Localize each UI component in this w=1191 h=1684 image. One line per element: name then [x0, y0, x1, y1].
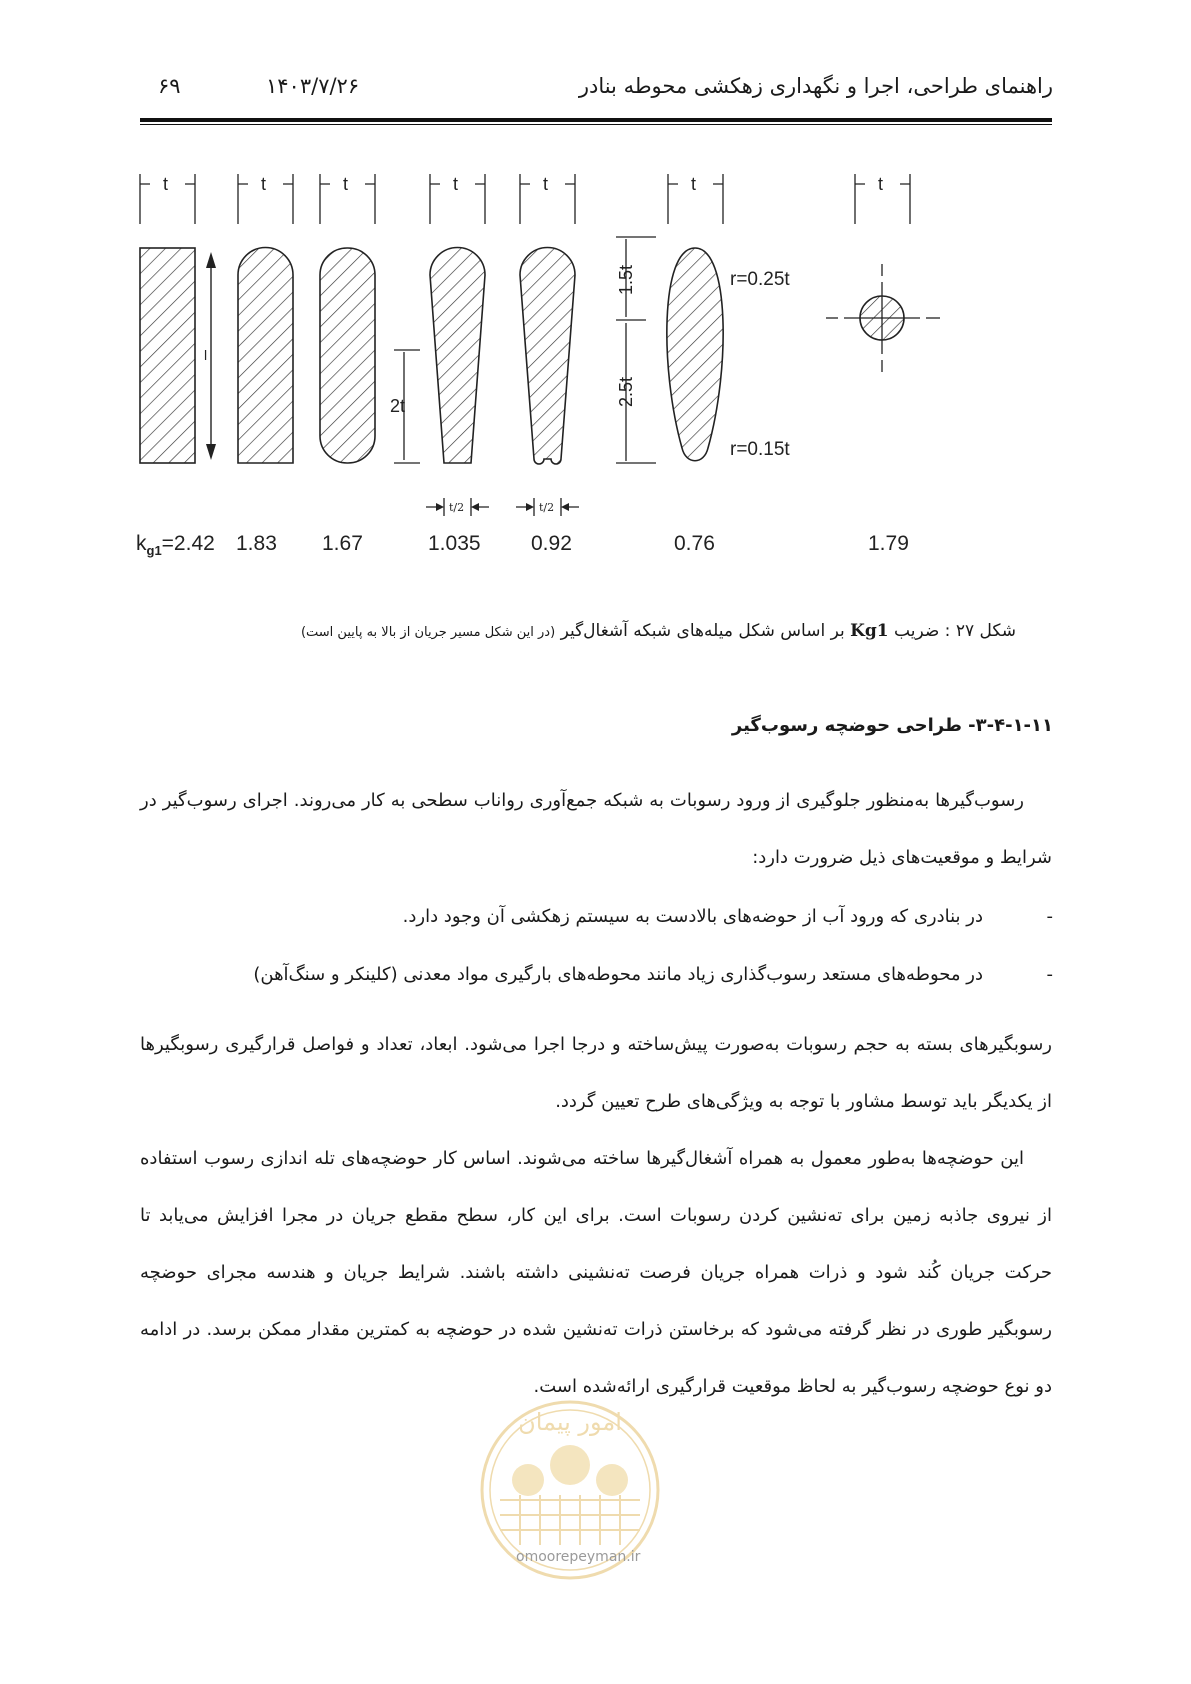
document-title: راهنمای طراحی، اجرا و نگهداری زهکشی محوطه بنادر [578, 74, 1053, 98]
radius-bottom-label: r=0.15t [730, 439, 790, 460]
t-label-1: t [163, 174, 169, 194]
bar-tapered-round [520, 248, 575, 465]
paragraph-function: این حوضچه‌ها به‌طور معمول به همراه آشغال‌گیرها ساخته می‌شوند. اساس کار حوضچه‌های تله اندازی رسوب استفاده از نیروی جاذبه زمین برای ته‌نشین کردن رسوبات است. برای این کار، سطح مقطع جریان در مجرا افزایش می‌یابد تا حرکت جریان کُند شود و ذرات همراه جریان فرصت ته‌نشینی داشته باشند. شرایط جریان و هندسه مجرای حوضچه رسوبگیر طوری در نظر گرفته می‌شود که برخاستن ذرات ته‌نشین شده در حوضچه به کمترین مقدار ممکن برسد. در ادامه دو نوع حوضچه رسوب‌گیر به لحاظ موقعیت قرارگیری ارائه‌شده است. [140, 1148, 1052, 1397]
bar-rounded-both [320, 248, 375, 463]
bullet-text-1: در بنادری که ورود آب از حوضه‌های بالادست به سیستم زهکشی آن وجود دارد. [402, 906, 983, 927]
kg-value-7: 1.79 [868, 532, 909, 555]
t-label-6: t [691, 174, 697, 194]
radius-top-label: r=0.25t [730, 269, 790, 290]
kg-value-3: 1.67 [322, 532, 363, 555]
center-crosshair [826, 264, 940, 372]
document-date: ۱۴۰۳/۷/۲۶ [266, 74, 360, 98]
one-five-t-label: 1.5t [616, 264, 636, 296]
length-label: l [204, 347, 208, 363]
kg-value-5: 0.92 [531, 532, 572, 555]
caption-note: (در این شکل مسیر جریان از بالا به پایین است) [300, 625, 556, 640]
two-t-label: 2t [390, 396, 406, 416]
two-five-t-label: 2.5t [616, 376, 636, 408]
watermark-url: omoorepeyman.ir [516, 1549, 641, 1565]
stamp-text: امور پیمان [518, 1408, 622, 1436]
caption-symbol: Kg1 [850, 621, 889, 641]
kg-value-6: 0.76 [674, 532, 715, 555]
kg-label: $k_{g1}=2.42$ [136, 532, 215, 558]
t-label-5: t [543, 174, 549, 194]
bar-rectangular [140, 248, 195, 463]
caption-prefix: شکل ۲۷ : ضریب [894, 621, 1016, 641]
caption-text: بر اساس شکل میله‌های شبکه آشغال‌گیر [560, 621, 845, 641]
paragraph-sizing: رسوبگیرهای بسته به حجم رسوبات به‌صورت پیش‌ساخته و درجا اجرا می‌شود. ابعاد، تعداد و فواصل قرارگیری رسوبگیرها از یکدیگر باید توسط مشاور با توجه به ویژگی‌های طرح تعیین گردد. [140, 1034, 1052, 1112]
t-label-2: t [261, 174, 267, 194]
bar-shapes-figure [136, 174, 970, 565]
page-number: ۶۹ [158, 74, 181, 98]
t-label-7: t [878, 174, 884, 194]
half-t-label-2: t/2 [539, 501, 555, 514]
bullet-text-2: در محوطه‌های مستعد رسوب‌گذاری زیاد مانند محوطه‌های بارگیری مواد معدنی (کلینکر و سنگ‌آهن) [253, 964, 983, 985]
dimension-brackets [140, 174, 910, 224]
figure-caption [301, 621, 1016, 641]
half-t-label-1: t/2 [449, 501, 465, 514]
kg-value-2: 1.83 [236, 532, 277, 555]
header-rule-thin [140, 124, 1052, 125]
section-heading: ۳-۴-۱-۱۱- طراحی حوضچه رسوب‌گیر [731, 715, 1053, 736]
paragraph-intro: رسوب‌گیرها به‌منظور جلوگیری از ورود رسوبات به شبکه جمع‌آوری رواناب سطحی به کار می‌روند. اجرای رسوب‌گیر در شرایط و موقعیت‌های ذیل ضرورت دارد: [140, 790, 1052, 868]
bullet-item-2 [253, 964, 1053, 985]
bullet-dash: - [1046, 906, 1053, 927]
bar-round-nose [238, 248, 293, 464]
bullet-dash: - [1046, 964, 1053, 985]
t-label-3: t [343, 174, 349, 194]
bar-tapered-flat [430, 248, 485, 464]
bullet-item-1 [403, 906, 1053, 927]
watermark-stamp [470, 1395, 670, 1550]
kg-value-4: 1.035 [428, 532, 481, 555]
bar-airfoil [667, 248, 723, 461]
t-label-4: t [453, 174, 459, 194]
header-rule-thick [140, 118, 1052, 122]
